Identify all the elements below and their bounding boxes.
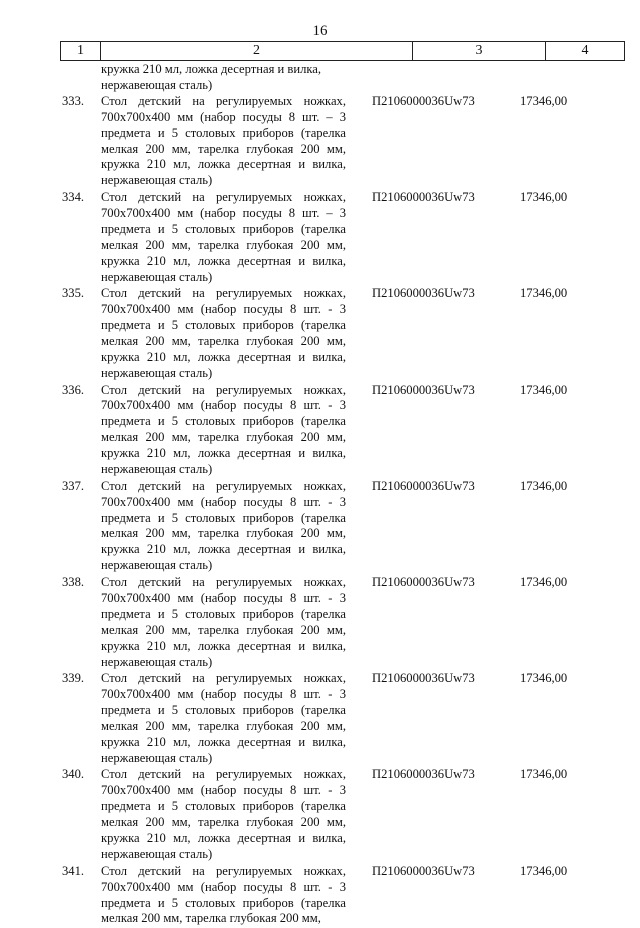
- item-code: П2106000036Uw73: [372, 190, 475, 205]
- table-row: [60, 575, 625, 670]
- item-description: Стол детский на регулируемых ножках, 700х700х400 мм (набор посуды 8 шт. - 3 предмета и 5 столовых приборов (тарелка мелкая 200 мм, тарелка глубокая 200 мм, кружка 210 мл, ложка десертная и вилка, нержавеющая сталь): [101, 671, 346, 765]
- item-price: 17346,00: [520, 478, 568, 493]
- item-description: Стол детский на регулируемых ножках, 700х700х400 мм (набор посуды 8 шт. - 3 предмета и 5 столовых приборов (тарелка мелкая 200 мм, тарелка глубокая 200 мм, кружка 210 мл, ложка десертная и вилка, нержавеющая сталь): [101, 286, 346, 380]
- item-price: 17346,00: [520, 93, 568, 108]
- row-number: 340.: [62, 767, 85, 782]
- row-number: 338.: [62, 574, 85, 589]
- item-code: П2106000036Uw73: [372, 574, 475, 589]
- row-number: 339.: [62, 671, 85, 686]
- table-row: [60, 479, 625, 574]
- table-row: [60, 383, 625, 478]
- item-code: П2106000036Uw73: [372, 863, 475, 878]
- table-row: [60, 767, 625, 862]
- table-header: [60, 41, 625, 61]
- column-header-2: 2: [101, 42, 413, 60]
- table-row: [60, 671, 625, 766]
- column-header-1: 1: [61, 42, 101, 60]
- item-code: П2106000036Uw73: [372, 767, 475, 782]
- item-code: П2106000036Uw73: [372, 286, 475, 301]
- table-row: [60, 286, 625, 381]
- table-row: [60, 864, 625, 928]
- item-code: П2106000036Uw73: [372, 382, 475, 397]
- table-body: [60, 62, 625, 928]
- item-description: Стол детский на регулируемых ножках, 700х700х400 мм (набор посуды 8 шт. - 3 предмета и 5 столовых приборов (тарелка мелкая 200 мм, тарелка глубокая 200 мм, кружка 210 мл, ложка десертная и вилка, нержавеющая сталь): [101, 382, 346, 477]
- row-number: 333.: [62, 93, 85, 108]
- column-header-4: 4: [581, 43, 589, 58]
- item-description: Стол детский на регулируемых ножках, 700х700х400 мм (набор посуды 8 шт. - 3 предмета и 5 столовых приборов (тарелка мелкая 200 мм, тарелка глубокая 200 мм, кружка 210 мл, ложка десертная и вилка, нержавеющая сталь): [101, 574, 346, 669]
- page-number: 16: [312, 23, 328, 39]
- item-price: 17346,00: [520, 382, 568, 397]
- item-code: П2106000036Uw73: [372, 671, 475, 686]
- item-description: Стол детский на регулируемых ножках, 700х700х400 мм (набор посуды 8 шт. - 3 предмета и 5 столовых приборов (тарелка мелкая 200 мм, тарелка глубокая 200 мм, кружка 210 мл, ложка десертная и вилка, нержавеющая сталь): [101, 767, 346, 861]
- item-price: 17346,00: [520, 767, 568, 782]
- row-number: 335.: [62, 286, 85, 301]
- item-code: П2106000036Uw73: [372, 93, 475, 108]
- item-description: Стол детский на регулируемых ножках, 700х700х400 мм (набор посуды 8 шт. – 3 предмета и 5 столовых приборов (тарелка мелкая 200 мм, тарелка глубокая 200 мм, кружка 210 мл, ложка десертная и вилка, нержавеющая сталь): [101, 190, 346, 284]
- row-number: 334.: [62, 190, 85, 205]
- item-code: П2106000036Uw73: [372, 478, 475, 493]
- item-price: 17346,00: [520, 671, 568, 686]
- item-price: 17346,00: [520, 863, 568, 878]
- column-header-3: 3: [413, 42, 546, 60]
- item-price: 17346,00: [520, 574, 568, 589]
- row-number: 336.: [62, 382, 85, 397]
- table-row: [60, 190, 625, 285]
- item-price: 17346,00: [520, 190, 568, 205]
- continuation-text: кружка 210 мл, ложка десертная и вилка, нержавеющая сталь): [101, 62, 322, 92]
- item-price: 17346,00: [520, 286, 568, 301]
- item-description: Стол детский на регулируемых ножках, 700х700х400 мм (набор посуды 8 шт. - 3 предмета и 5 столовых приборов (тарелка мелкая 200 мм, тарелка глубокая 200 мм, кружка 210 мл, ложка десертная и вилка, нержавеющая сталь): [101, 478, 346, 573]
- table-row: [60, 94, 625, 189]
- row-number: 341.: [62, 863, 85, 878]
- item-description: Стол детский на регулируемых ножках, 700х700х400 мм (набор посуды 8 шт. – 3 предмета и 5 столовых приборов (тарелка мелкая 200 мм, тарелка глубокая 200 мм, кружка 210 мл, ложка десертная и вилка, нержавеющая сталь): [101, 93, 346, 188]
- row-number: 337.: [62, 478, 85, 493]
- item-description: Стол детский на регулируемых ножках, 700х700х400 мм (набор посуды 8 шт. - 3 предмета и 5 столовых приборов (тарелка мелкая 200 мм, тарелка глубокая 200 мм,: [101, 863, 346, 926]
